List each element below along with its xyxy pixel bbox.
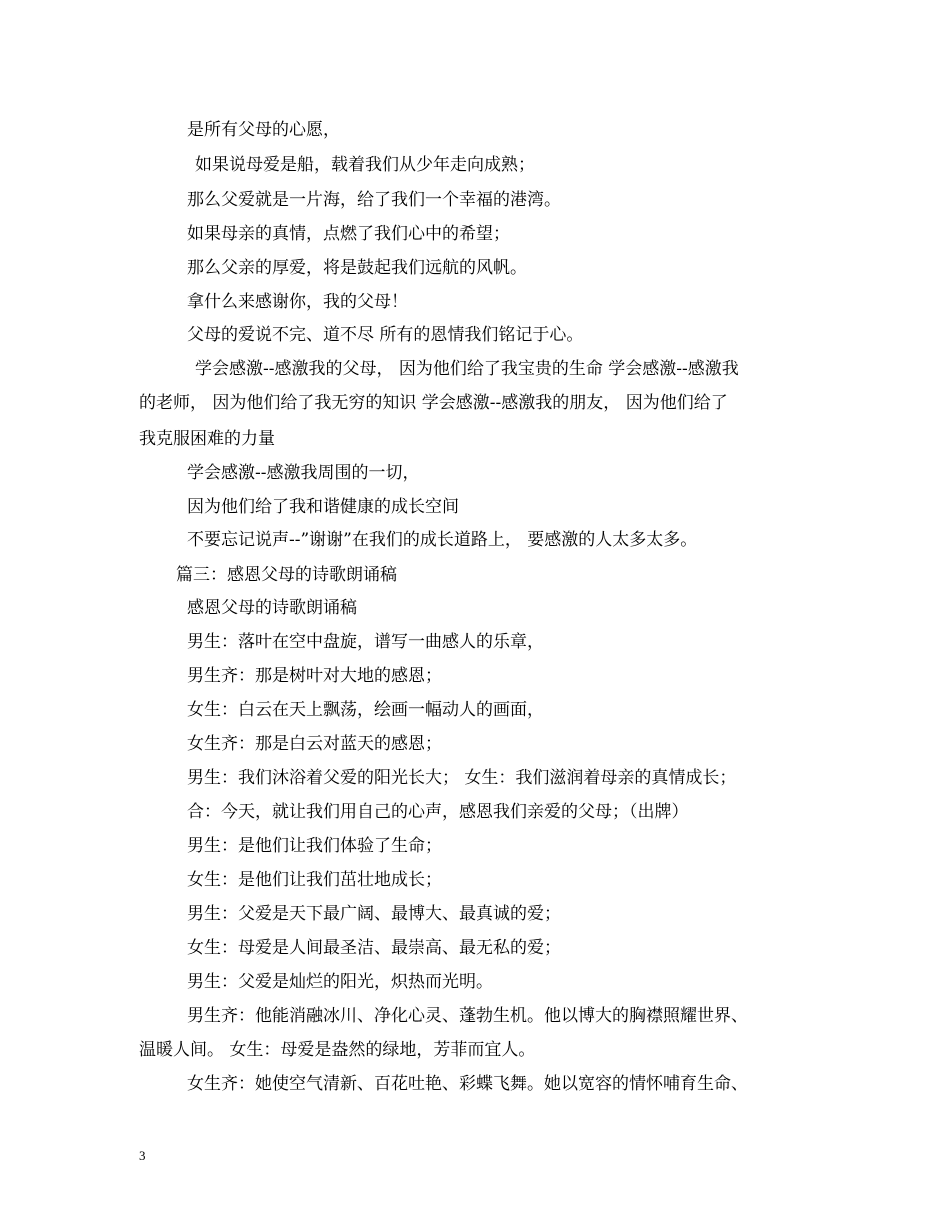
text-line: 女生：白云在天上飘荡，绘画一幅动人的画面，	[187, 700, 544, 720]
text-line: 如果说母爱是船，载着我们从少年走向成熟；	[195, 155, 535, 175]
text-line: 的老师， 因为他们给了我无穷的知识 学会感激--感激我的朋友， 因为他们给了	[139, 393, 728, 413]
text-line: 是所有父母的心愿，	[187, 120, 340, 140]
text-line: 男生：落叶在空中盘旋，谱写一曲感人的乐章，	[187, 632, 544, 652]
text-line: 感恩父母的诗歌朗诵稿	[187, 598, 357, 618]
text-line: 因为他们给了我和谐健康的成长空间	[187, 497, 459, 517]
text-line: 女生：母爱是人间最圣洁、最崇高、最无私的爱；	[187, 938, 561, 958]
text-line: 女生齐：那是白云对蓝天的感恩；	[187, 734, 442, 754]
section-heading: 篇三：感恩父母的诗歌朗诵稿	[176, 565, 397, 585]
text-line: 女生：是他们让我们茁壮地成长；	[187, 870, 442, 890]
text-line: 学会感激--感激我的父母， 因为他们给了我宝贵的生命 学会感激--感激我	[195, 359, 739, 379]
text-line: 我克服困难的力量	[139, 429, 275, 449]
text-line: 女生齐：她使空气清新、百花吐艳、彩蝶飞舞。她以宽容的情怀哺育生命、	[187, 1074, 748, 1094]
text-line: 男生：是他们让我们体验了生命；	[187, 836, 442, 856]
text-line: 男生齐：那是树叶对大地的感恩；	[187, 666, 442, 686]
text-line: 男生：父爱是天下最广阔、最博大、最真诚的爱；	[187, 904, 561, 924]
text-line: 男生齐：他能消融冰川、净化心灵、蓬勃生机。他以博大的胸襟照耀世界、	[187, 1006, 748, 1026]
text-line: 如果母亲的真情，点燃了我们心中的希望；	[187, 224, 510, 244]
text-line: 那么父爱就是一片海，给了我们一个幸福的港湾。	[187, 190, 561, 210]
page-number: 3	[139, 1148, 146, 1163]
text-line: 合：今天，就让我们用自己的心声，感恩我们亲爱的父母；（出牌）	[187, 802, 689, 822]
text-line: 男生：我们沐浴着父爱的阳光长大； 女生：我们滋润着母亲的真情成长；	[187, 768, 737, 788]
text-line: 父母的爱说不完、道不尽 所有的恩情我们铭记于心。	[187, 325, 584, 345]
text-line: 男生：父爱是灿烂的阳光，炽热而光明。	[187, 972, 493, 992]
text-line: 不要忘记说声--”谢谢”在我们的成长道路上， 要感激的人太多太多。	[187, 530, 698, 550]
text-line: 学会感激--感激我周围的一切，	[187, 463, 420, 483]
text-line: 那么父亲的厚爱，将是鼓起我们远航的风帆。	[187, 258, 527, 278]
text-line: 温暖人间。 女生：母爱是盎然的绿地，芳菲而宜人。	[139, 1040, 536, 1060]
text-line: 拿什么来感谢你，我的父母！	[187, 292, 408, 312]
